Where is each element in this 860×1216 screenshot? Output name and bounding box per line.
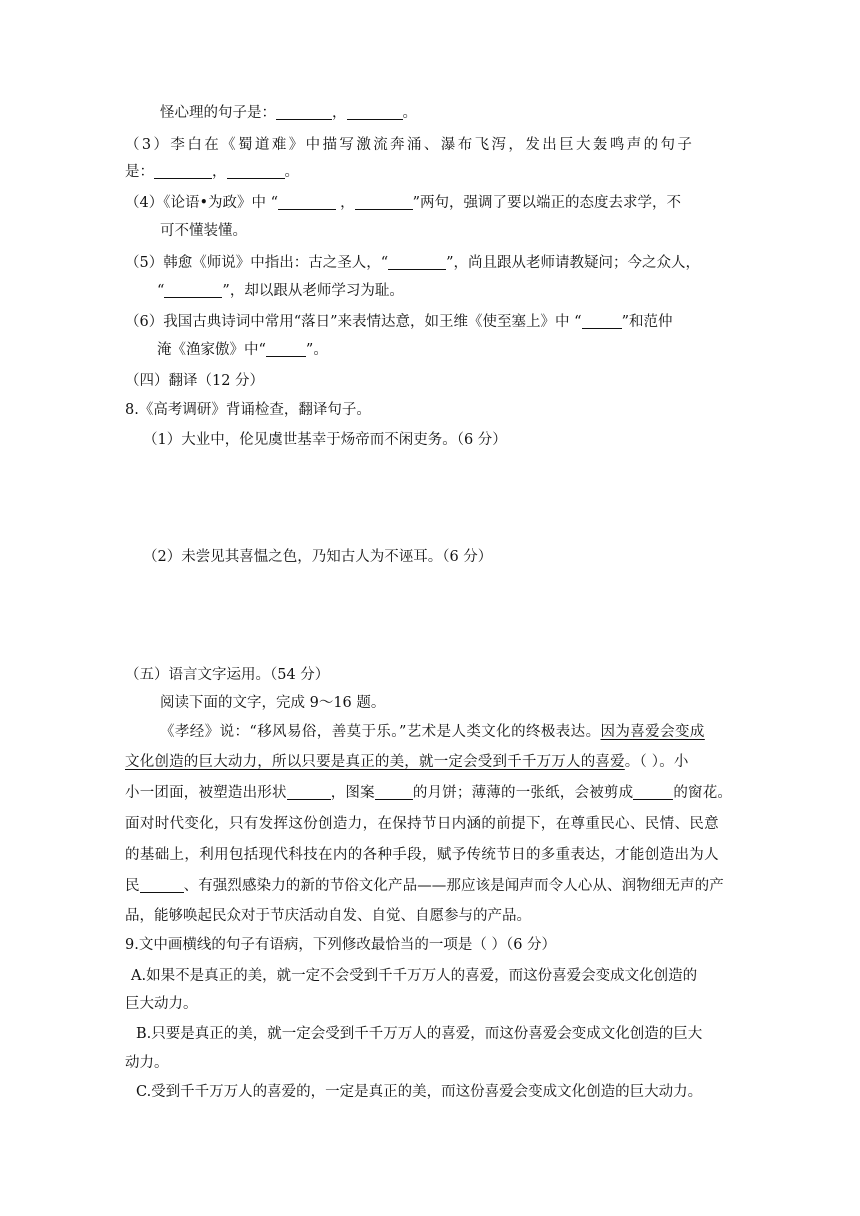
line-text: 。（ ）。小 [624, 754, 689, 770]
answer-blank[interactable] [164, 283, 222, 298]
line-text: 怪心理的句子是： [160, 105, 276, 121]
passage-line-3 [125, 784, 732, 802]
translation-sentence-2: （2）未尝见其喜愠之色，乃知古人为不诬耳。（6 分） [143, 549, 493, 565]
option-c-line-1[interactable]: C.受到千千万万人的喜爱的，一定是真正的美，而这份喜爱会变成文化创造的巨大动力。 [136, 1084, 703, 1100]
line-text: 是： [125, 164, 154, 180]
underlined-sentence: 因为喜爱会变成 [600, 724, 705, 740]
line-text: 淹《渔家傲》中“ [157, 342, 266, 358]
question-5-line-2 [157, 282, 404, 300]
passage-line-5: 的基础上，利用包括现代科技在内的各种手段，赋予传统节日的多重表达，才能创造出为人 [125, 847, 719, 863]
underlined-sentence: 文化创造的巨大动力，所以只要是真正的美，就一定会受到千千万万人的喜爱 [125, 754, 625, 770]
passage-line-6 [125, 877, 724, 895]
line-text: 小一团面，被塑造出形状 [125, 785, 287, 801]
translation-sentence-1: （1）大业中，伦见虞世基幸于炀帝而不闲吏务。（6 分） [143, 432, 507, 448]
line-text: ”两句，强调了要以端正的态度去求学，不 [412, 195, 681, 211]
reading-instruction: 阅读下面的文字，完成 9～16 题。 [160, 695, 386, 711]
answer-blank[interactable] [278, 195, 336, 210]
passage-line-4: 面对时代变化，只有发挥这份创造力，在保持节日内涵的前提下，在尊重民心、民情、民意 [125, 816, 719, 832]
answer-blank[interactable] [227, 164, 285, 179]
answer-blank[interactable] [582, 314, 622, 329]
answer-blank[interactable] [287, 785, 331, 800]
passage-line-2 [125, 753, 689, 771]
line-text: ， [212, 164, 227, 180]
answer-blank[interactable] [140, 878, 184, 893]
line-text: 的窗花。 [673, 785, 733, 801]
answer-blank[interactable] [355, 195, 413, 210]
answer-blank[interactable] [375, 785, 413, 800]
line-text: （4）《论语•为政》中 “ [125, 195, 279, 211]
answer-blank[interactable] [266, 342, 306, 357]
option-b-line-2[interactable]: 动力。 [125, 1055, 169, 1071]
passage-line-1 [160, 723, 705, 741]
question-8-stem: 8.《高考调研》背诵检查，翻译句子。 [125, 402, 371, 418]
passage-line-7: 品，能够唤起民众对于节庆活动自发、自觉、自愿参与的产品。 [125, 908, 531, 924]
question-4-line-2: 可不懂装懂。 [160, 223, 247, 239]
line-text: ”。 [305, 342, 328, 358]
line-text: 的月饼；薄薄的一张纸，会被剪成 [412, 785, 634, 801]
line-text: ”，尚且跟从老师请教疑问；今之众人， [446, 255, 701, 271]
question-3-line-1: （3）李白在《蜀道难》中描写激流奔涌、瀑布飞泻，发出巨大轰鸣声的句子 [125, 137, 695, 153]
line-text: 。 [402, 105, 417, 121]
option-a-line-1[interactable]: A.如果不是真正的美，就一定不会受到千千万万人的喜爱，而这份喜爱会变成文化创造的 [131, 968, 698, 984]
line-text: 民 [125, 878, 140, 894]
answer-blank[interactable] [633, 785, 673, 800]
option-a-line-2[interactable]: 巨大动力。 [125, 996, 198, 1012]
line-text: ，图案 [330, 785, 375, 801]
answer-blank[interactable] [388, 255, 446, 270]
section-4-title: （四）翻译（12 分） [125, 373, 265, 389]
question-4-line-1 [125, 194, 681, 212]
question-6-line-2 [157, 341, 328, 359]
fill-line-0 [160, 104, 417, 122]
question-6-line-1 [125, 313, 673, 331]
question-5-line-1 [125, 254, 700, 272]
option-b-line-1[interactable]: B.只要是真正的美，就一定会受到千千万万人的喜爱，而这份喜爱会变成文化创造的巨大 [136, 1026, 703, 1042]
line-text: ”，却以跟从老师学习为耻。 [222, 283, 404, 299]
line-text: 《孝经》说：“移风易俗，善莫于乐。”艺术是人类文化的终极表达。 [160, 724, 601, 740]
answer-blank[interactable] [276, 105, 332, 120]
line-text: （5）韩愈《师说》中指出：古之圣人，“ [125, 255, 389, 271]
line-text: ， [332, 105, 347, 121]
question-9-stem: 9.文中画横线的句子有语病，下列修改最恰当的一项是（ ）（6 分） [125, 937, 557, 953]
line-text: （6）我国古典诗词中常用“落日”来表情达意，如王维《使至塞上》中 “ [125, 314, 582, 330]
line-text: 、有强烈感染力的新的节俗文化产品——那应该是闻声而令人心从、润物细无声的产 [183, 878, 724, 894]
question-3-line-2 [125, 163, 299, 181]
answer-blank[interactable] [154, 164, 212, 179]
line-text: “ [157, 283, 165, 299]
line-text: ， [340, 195, 355, 211]
section-5-title: （五）语言文字运用。（54 分） [125, 667, 330, 683]
line-text: 。 [284, 164, 299, 180]
answer-blank[interactable] [347, 105, 403, 120]
line-text: ”和范仲 [621, 314, 673, 330]
